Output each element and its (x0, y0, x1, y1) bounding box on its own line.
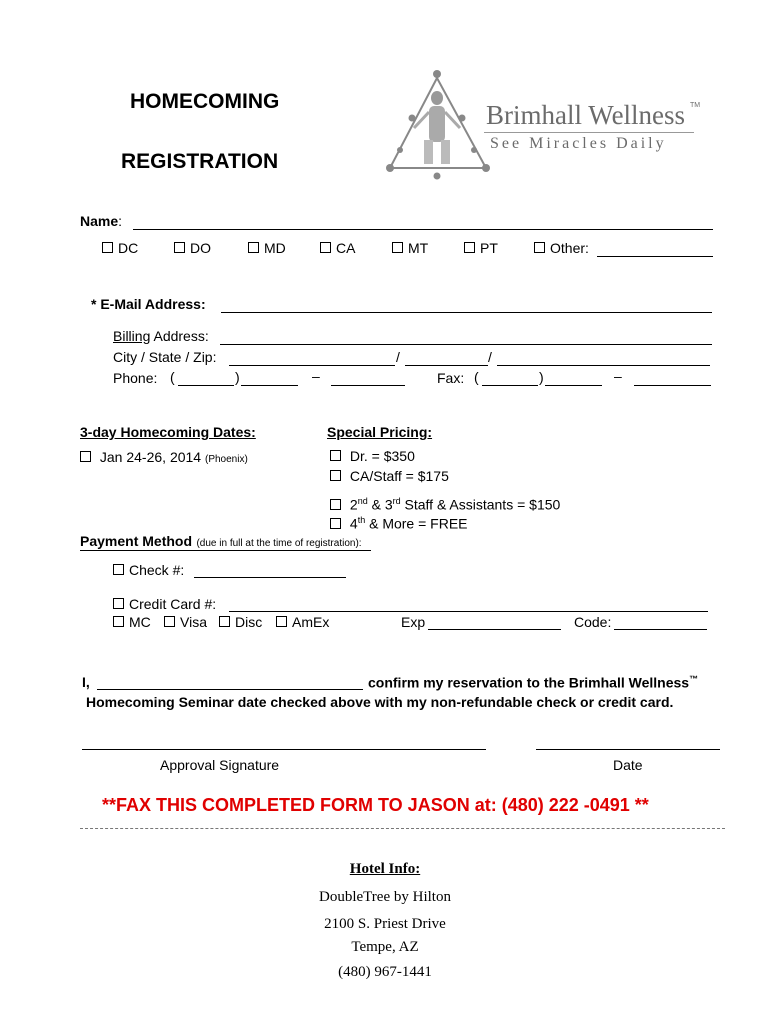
card-type-disc[interactable]: Disc (219, 614, 262, 630)
logo-trademark: TM (690, 102, 701, 109)
date-label: Date (613, 757, 643, 773)
name-field[interactable] (133, 229, 713, 230)
code-field[interactable] (614, 629, 707, 630)
pricing-ca-staff[interactable]: CA/Staff = $175 (330, 468, 449, 484)
cred-dc-checkbox[interactable]: DC (102, 240, 138, 256)
cred-md-checkbox[interactable]: MD (248, 240, 286, 256)
checkbox-icon (113, 616, 124, 627)
date-field[interactable] (536, 749, 720, 750)
billing-label: Billing Address: (113, 328, 209, 344)
brimhall-logo (382, 68, 712, 180)
checkbox-icon (392, 242, 403, 253)
fax-line-field[interactable] (634, 385, 711, 386)
slash-separator: / (488, 349, 492, 365)
email-label: * E-Mail Address: (91, 296, 206, 312)
hotel-city: Tempe, AZ (351, 939, 419, 955)
title-registration: REGISTRATION (121, 150, 279, 173)
hotel-name: DoubleTree by Hilton (319, 889, 451, 905)
phone-label: Phone: (113, 370, 158, 386)
checkbox-icon (174, 242, 185, 253)
card-type-visa[interactable]: Visa (164, 614, 207, 630)
fax-area-code-field[interactable] (482, 385, 538, 386)
cred-other-checkbox[interactable]: Other: (534, 240, 589, 256)
checkbox-icon (330, 470, 341, 481)
checkbox-icon (164, 616, 175, 627)
confirmation-text-line2: Homecoming Seminar date checked above with my non-refundable check or credit card. (86, 694, 674, 710)
title-homecoming: HOMECOMING (130, 90, 280, 113)
payment-heading: Payment Method (due in full at the time of registration): (80, 533, 362, 549)
checkbox-icon (464, 242, 475, 253)
credit-card-number-field[interactable] (229, 611, 708, 612)
approval-signature-label: Approval Signature (160, 757, 280, 773)
checkbox-icon (276, 616, 287, 627)
exp-field[interactable] (428, 629, 561, 630)
city-field[interactable] (229, 365, 395, 366)
checkbox-icon (113, 598, 124, 609)
triangle-figure-icon (382, 68, 502, 180)
other-field[interactable] (597, 256, 713, 257)
hotel-heading: Hotel Info: (349, 861, 421, 877)
pricing-staff-assistants[interactable]: 2nd & 3rd Staff & Assistants = $150 (330, 496, 560, 513)
logo-tagline: See Miracles Daily (490, 135, 667, 152)
state-field[interactable] (405, 365, 488, 366)
checkbox-icon (219, 616, 230, 627)
cred-ca-checkbox[interactable]: CA (320, 240, 355, 256)
phone-dash: – (312, 368, 320, 384)
email-field[interactable] (221, 312, 712, 313)
phone-line-field[interactable] (331, 385, 405, 386)
checkbox-icon (330, 518, 341, 529)
confirmation-text-line1: confirm my reservation to the Brimhall Wellness™ (368, 674, 699, 691)
cut-line-divider (80, 828, 725, 829)
fax-notice: **FAX THIS COMPLETED FORM TO JASON at: (480) 222 -0491 ** (102, 795, 649, 815)
pricing-heading: Special Pricing: (327, 424, 433, 440)
checkbox-icon (113, 564, 124, 575)
exp-label: Exp (401, 614, 426, 630)
phone-area-code-field[interactable] (178, 385, 234, 386)
checkbox-icon (330, 450, 341, 461)
card-type-mc[interactable]: MC (113, 614, 151, 630)
checkbox-icon (102, 242, 113, 253)
slash-separator: / (396, 349, 400, 365)
fax-paren-open: ( (474, 369, 479, 385)
pricing-dr[interactable]: Dr. = $350 (330, 448, 415, 464)
payment-heading-underline (80, 550, 371, 551)
checkbox-icon (534, 242, 545, 253)
check-option[interactable]: Check #: (113, 562, 184, 578)
fax-prefix-field[interactable] (545, 385, 602, 386)
billing-address-field[interactable] (220, 344, 712, 345)
card-type-amex[interactable]: AmEx (276, 614, 329, 630)
confirmation-name-field[interactable] (97, 689, 363, 690)
fax-label: Fax: (437, 370, 465, 386)
phone-prefix-field[interactable] (241, 385, 298, 386)
hotel-address: 2100 S. Priest Drive (324, 916, 446, 932)
credit-card-option[interactable]: Credit Card #: (113, 596, 216, 612)
checkbox-icon (320, 242, 331, 253)
fax-dash: – (614, 368, 622, 384)
phone-paren-close: ) (235, 369, 240, 385)
cred-mt-checkbox[interactable]: MT (392, 240, 428, 256)
city-state-zip-label: City / State / Zip: (113, 349, 217, 365)
checkbox-icon (330, 499, 341, 510)
zip-field[interactable] (497, 365, 710, 366)
code-label: Code: (574, 614, 612, 630)
checkbox-icon (80, 451, 91, 462)
name-label: Name: (80, 213, 123, 229)
phone-paren-open: ( (170, 369, 175, 385)
pricing-4th-more[interactable]: 4th & More = FREE (330, 515, 468, 532)
approval-signature-field[interactable] (82, 749, 486, 750)
checkbox-icon (248, 242, 259, 253)
cred-do-checkbox[interactable]: DO (174, 240, 211, 256)
logo-brand-name: Brimhall Wellness (486, 100, 686, 130)
check-number-field[interactable] (194, 577, 346, 578)
dates-heading: 3-day Homecoming Dates: (80, 424, 256, 440)
hotel-phone: (480) 967-1441 (338, 964, 432, 980)
confirmation-i: I, (82, 674, 90, 690)
date-option-jan[interactable]: Jan 24-26, 2014 (Phoenix) (80, 449, 248, 465)
cred-pt-checkbox[interactable]: PT (464, 240, 498, 256)
fax-paren-close: ) (539, 369, 544, 385)
